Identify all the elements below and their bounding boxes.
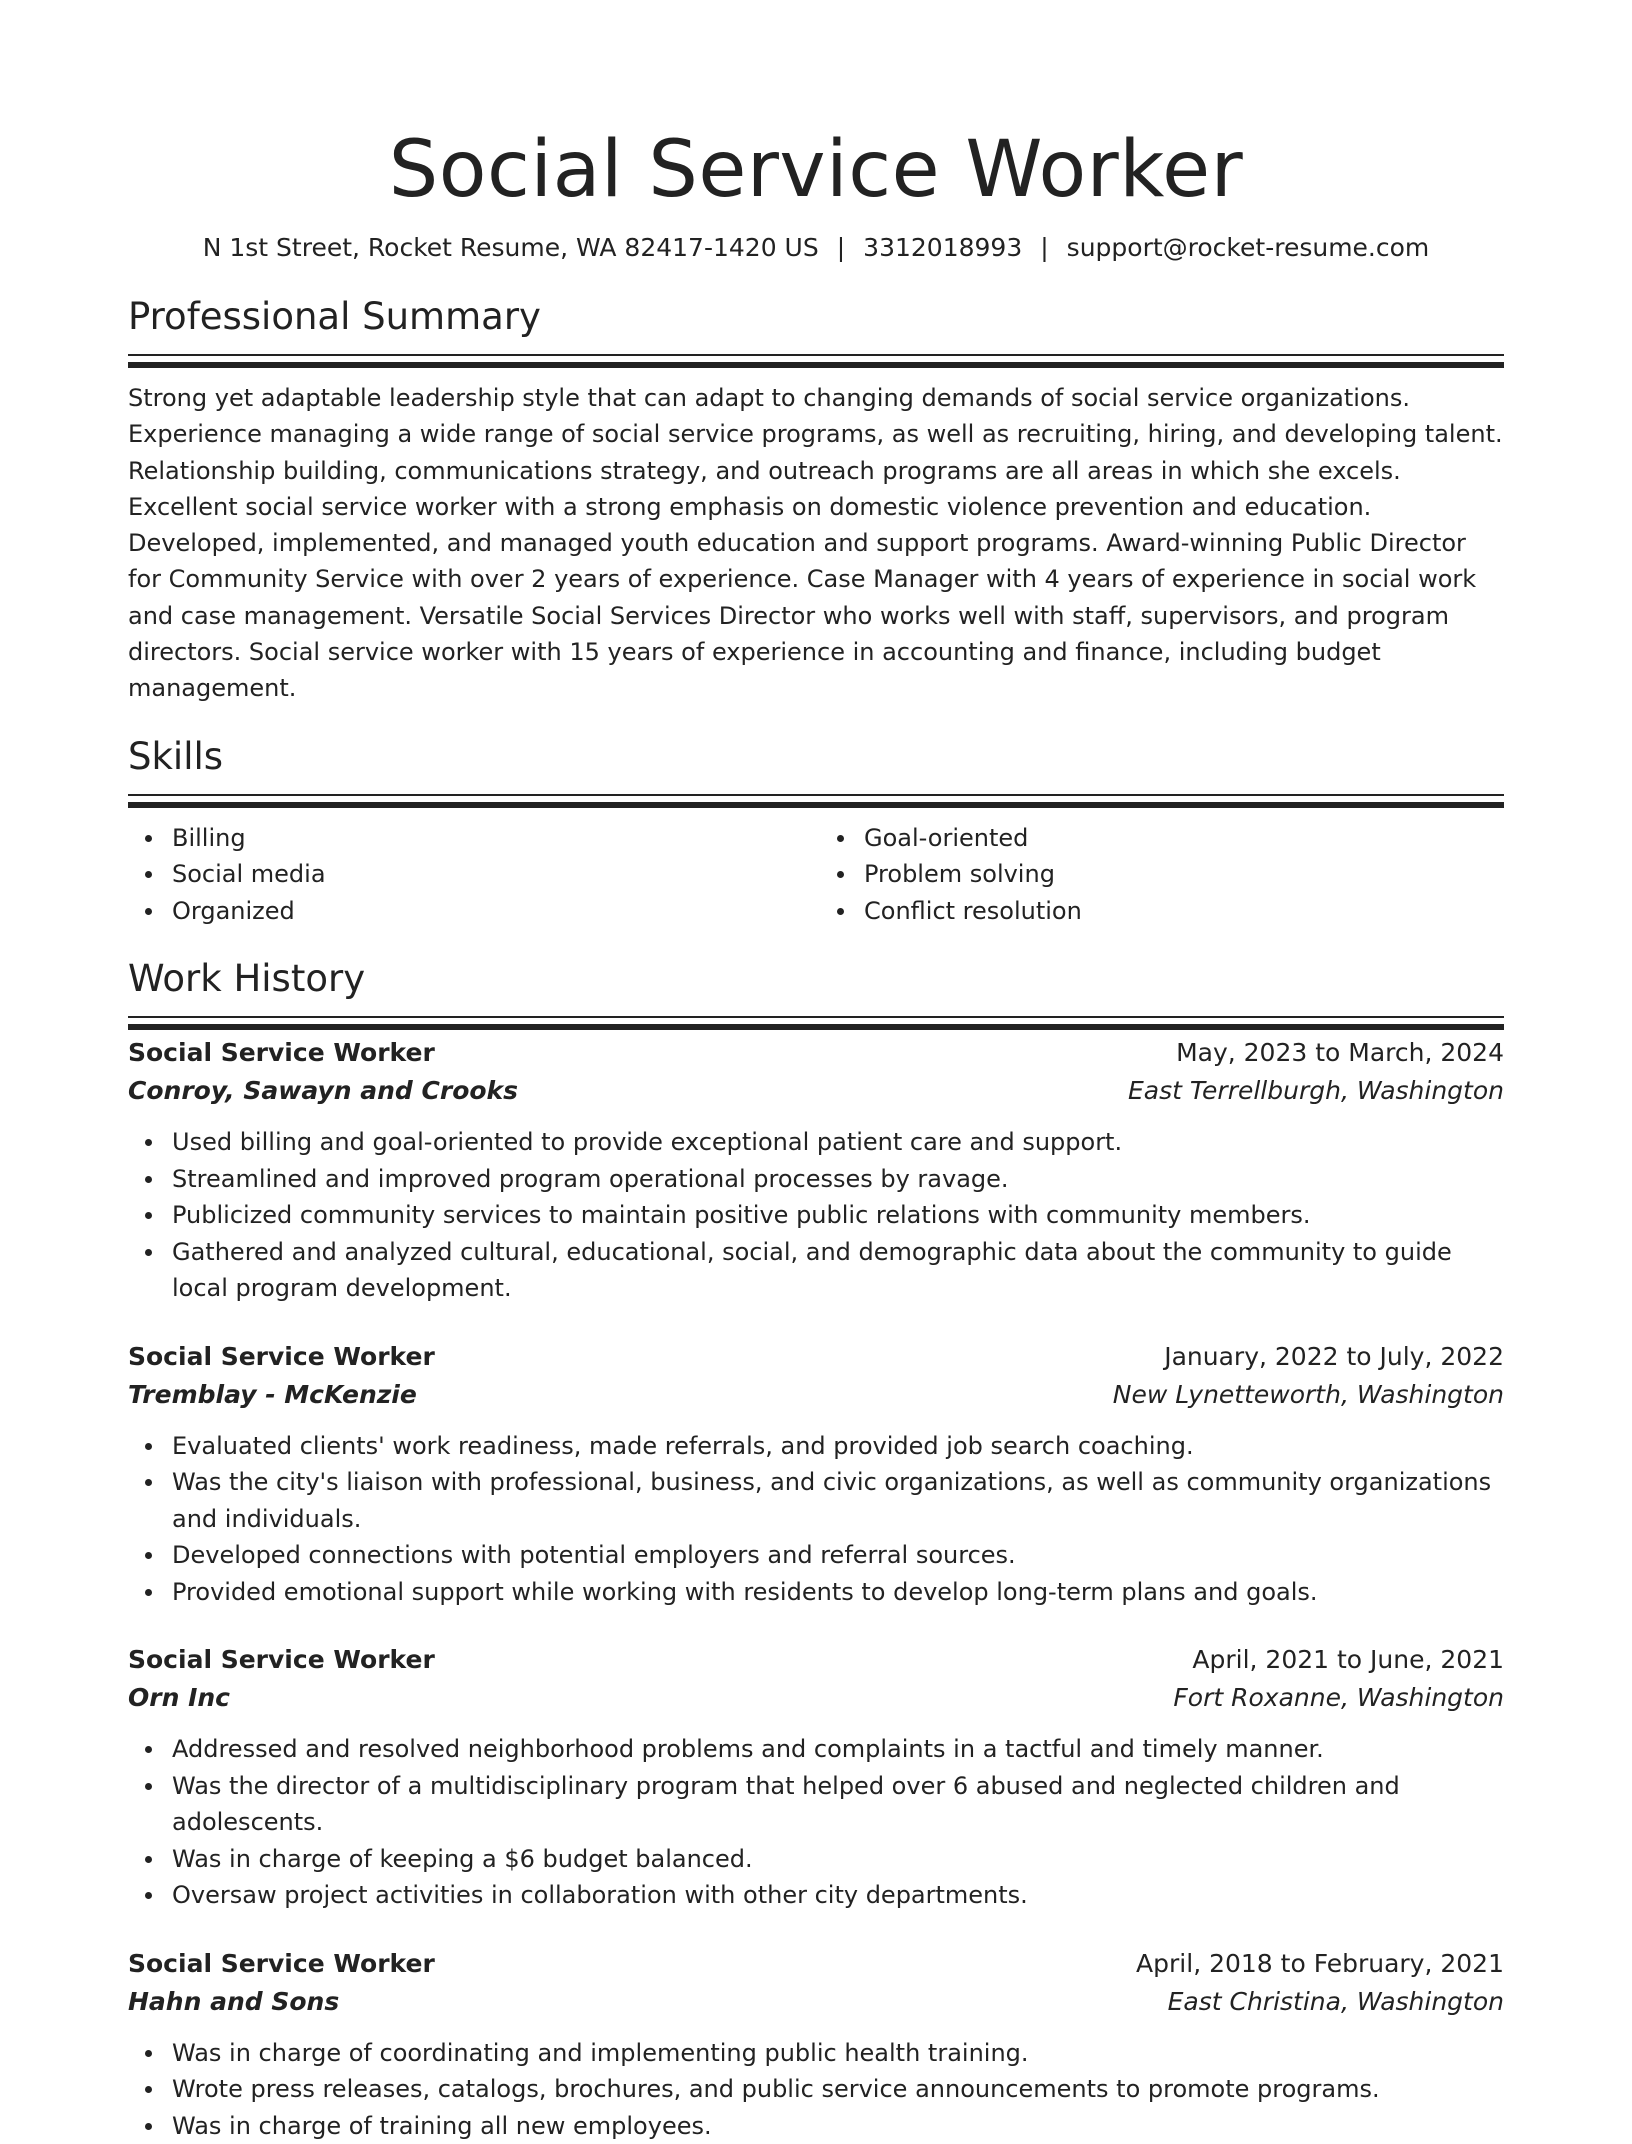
job-location: Fort Roxanne, Washington: [1173, 1683, 1504, 1713]
skill-item: Conflict resolution: [864, 893, 1504, 930]
job-entry: [128, 1338, 1504, 1611]
contact-line: [128, 230, 1504, 266]
skills-section: [128, 732, 1504, 930]
job-company: Conroy, Sawayn and Crooks: [128, 1076, 519, 1106]
job-bullet: Streamlined and improved program operational processes by ravage.: [172, 1161, 1504, 1198]
job-location: East Christina, Washington: [1167, 1986, 1504, 2016]
job-bullet: Wrote press releases, catalogs, brochures, and public service announcements to promote programs.: [172, 2071, 1504, 2108]
job-title: Social Service Worker: [128, 1038, 435, 1068]
job-bullet: Addressed and resolved neighborhood problems and complaints in a tactful and timely manner.: [172, 1731, 1504, 1768]
job-bullet: Was the director of a multidisciplinary program that helped over 6 abused and neglected children and adolescents.: [172, 1768, 1504, 1841]
job-bullet: Used billing and goal-oriented to provide exceptional patient care and support.: [172, 1124, 1504, 1161]
section-heading-skills: Skills: [128, 734, 224, 778]
job-header: [128, 1034, 1504, 1072]
job-title: Social Service Worker: [128, 1948, 435, 1978]
contact-email: support@rocket-resume.com: [1066, 233, 1430, 262]
job-bullet: Was the city's liaison with professional, business, and civic organizations, as well as community organizations and individuals.: [172, 1464, 1504, 1537]
job-entry: [128, 1034, 1504, 1307]
section-heading-summary: Professional Summary: [128, 295, 541, 338]
contact-separator: |: [1040, 233, 1049, 262]
job-dates: April, 2018 to February, 2021: [1136, 1948, 1504, 1978]
job-entry: [128, 1945, 1504, 2144]
job-location: New Lynetteworth, Washington: [1112, 1379, 1504, 1409]
skills-grid: [128, 820, 1504, 930]
job-dates: April, 2021 to June, 2021: [1192, 1645, 1504, 1675]
section-divider: [128, 354, 1504, 356]
job-subheader: [128, 1376, 1504, 1414]
job-bullets: [128, 1428, 1504, 1611]
resume-title: Social Service Worker: [388, 125, 1244, 215]
job-bullets: [128, 1731, 1504, 1914]
job-bullet: Publicized community services to maintain positive public relations with community members.: [172, 1197, 1504, 1234]
skill-item: Organized: [172, 893, 816, 930]
job-location: East Terrellburgh, Washington: [1127, 1076, 1504, 1106]
job-company: Tremblay - McKenzie: [128, 1379, 417, 1409]
job-company: Orn Inc: [128, 1683, 231, 1713]
skill-item: Social media: [172, 856, 816, 893]
contact-phone: 3312018993: [863, 233, 1023, 262]
job-subheader: [128, 1983, 1504, 2021]
job-bullets: [128, 1124, 1504, 1307]
job-bullet: Developed connections with potential employers and referral sources.: [172, 1537, 1504, 1574]
job-title: Social Service Worker: [128, 1341, 435, 1371]
summary-section: [128, 292, 1504, 707]
skills-column-left: [128, 820, 816, 930]
skills-column-right: [816, 820, 1504, 930]
contact-address: N 1st Street, Rocket Resume, WA 82417-1420 US: [202, 233, 819, 262]
skill-item: Problem solving: [864, 856, 1504, 893]
job-bullet: Gathered and analyzed cultural, educational, social, and demographic data about the community to guide local program development.: [172, 1234, 1504, 1307]
job-bullet: Was in charge of keeping a $6 budget balanced.: [172, 1841, 1504, 1878]
job-header: [128, 1641, 1504, 1679]
job-bullet: Oversaw project activities in collaboration with other city departments.: [172, 1877, 1504, 1914]
job-subheader: [128, 1072, 1504, 1110]
skill-item: Billing: [172, 820, 816, 857]
job-header: [128, 1945, 1504, 1983]
job-company: Hahn and Sons: [128, 1986, 340, 2016]
job-bullets: [128, 2035, 1504, 2144]
summary-text: Strong yet adaptable leadership style that can adapt to changing demands of social service organizations. Experience managing a wide range of social service programs, as well as recruiting, hiring, and developing talent. Relationship building, communications strategy, and outreach programs are all areas in which she excels. Excellent social service worker with a strong emphasis on domestic violence prevention and education. Developed, implemented, and managed youth education and support programs. Award-winning Public Director for Community Service with over 2 years of experience. Case Manager with 4 years of experience in social work and case management. Versatile Social Services Director who works well with staff, supervisors, and program directors. Social service worker with 15 years of experience in accounting and finance, including budget management.: [128, 384, 1503, 703]
section-divider: [128, 794, 1504, 796]
job-entry: [128, 1641, 1504, 1914]
job-bullet: Was in charge of training all new employees.: [172, 2108, 1504, 2144]
contact-separator: |: [836, 233, 846, 262]
section-divider: [128, 1016, 1504, 1018]
resume-page: [128, 0, 1504, 2144]
section-heading-work-history: Work History: [128, 957, 366, 1001]
work-history-section: [128, 954, 1504, 2144]
skill-item: Goal-oriented: [864, 820, 1504, 857]
job-bullet: Provided emotional support while working with residents to develop long-term plans and goals.: [172, 1574, 1504, 1611]
job-title: Social Service Worker: [128, 1645, 435, 1675]
job-dates: May, 2023 to March, 2024: [1176, 1038, 1504, 1068]
job-subheader: [128, 1679, 1504, 1717]
job-dates: January, 2022 to July, 2022: [1164, 1341, 1504, 1371]
job-bullet: Was in charge of coordinating and implementing public health training.: [172, 2035, 1504, 2072]
job-header: [128, 1338, 1504, 1376]
job-bullet: Evaluated clients' work readiness, made referrals, and provided job search coaching.: [172, 1428, 1504, 1465]
